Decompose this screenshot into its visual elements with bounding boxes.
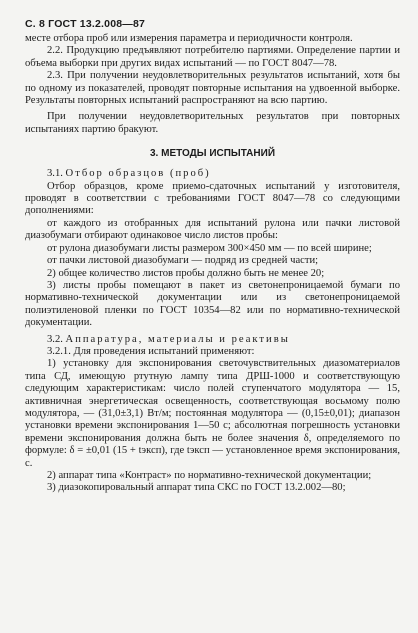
subsection-title: Аппаратура, материалы и реактивы — [65, 333, 290, 345]
page-header: С. 8 ГОСТ 13.2.008—87 — [25, 18, 146, 30]
subsection-heading — [25, 168, 400, 180]
paragraph: 3.2.1. Для проведения испытаний применяют: — [47, 345, 255, 357]
subsection-number: 3.2. — [47, 333, 63, 345]
paragraph: 2) аппарат типа «Контраст» по нормативно-технической документации; — [47, 470, 372, 481]
paragraph: 2.2. Продукцию предъявляют потребителю партиями. Определение партии и объема выборки при других видах испытаний — по ГОСТ 8047—78. — [25, 45, 400, 69]
paragraph: 3) диазокопировальный аппарат типа СКС по ГОСТ 13.2.002—80; — [47, 482, 346, 494]
paragraph: 1) установку для экспонирования светочувствительных диазоматериалов типа СД, имеющую ртутную лампу типа ДРШ-1000 и соответствующую следующим характеристикам: число полей ступенчатого модулятора — 15, активничная энергетическая освещенность, соответствующая восьмому полю модулятора, — (31,0±3,1) Вт/м; постоянная модулятора — (0,15±0,01); диапазон установки времени экспонирования 1—50 с; абсолютная погрешность установки времени экспонирования должна быть не более значения δ, определяемого по формуле: δ = ±0,01 (15 + tэксп), где tэксп — установленное время экспонирования, с. — [25, 358, 400, 469]
paragraph: Отбор образцов, кроме приемо-сдаточных испытаний у изготовителя, проводят в соответствии с требованиями ГОСТ 8047—78 со следующими дополнениями: — [25, 180, 400, 217]
paragraph: от каждого из отобранных для испытаний рулона или пачки листовой диазобумаги отбирают одинаковое число листов пробы: — [25, 217, 400, 242]
paragraph: месте отбора проб или измерения параметра и периодичности контроля. — [25, 33, 353, 44]
paragraph: от рулона диазобумаги листы размером 300×450 мм — по всей ширине; — [47, 242, 372, 254]
paragraph: 3) листы пробы помещают в пакет из светонепроницаемой бумаги по нормативно-технической документации или из светонепроницаемой полиэтиленовой пленки по ГОСТ 10354—82 или по нормативно-технической документации. — [25, 279, 400, 329]
subsection-heading — [25, 334, 400, 346]
subsection-title: Отбор образцов (проб) — [65, 168, 211, 180]
subsection-number: 3.1. — [47, 168, 63, 180]
section-title: 3. МЕТОДЫ ИСПЫТАНИЙ — [150, 148, 275, 160]
paragraph: При получении неудовлетворительных результатов при повторных испытаниях партию бракуют. — [25, 111, 400, 135]
paragraph: от пачки листовой диазобумаги — подряд из средней части; — [47, 255, 319, 267]
paragraph: 2.3. При получении неудовлетворительных результатов испытаний, хотя бы по одному из показателей, проводят повторные испытания на удвоенной выборке. Результаты повторных испытаний распространяют на всю партию. — [25, 70, 400, 107]
paragraph: 2) общее количество листов пробы должно быть не менее 20; — [47, 267, 325, 279]
